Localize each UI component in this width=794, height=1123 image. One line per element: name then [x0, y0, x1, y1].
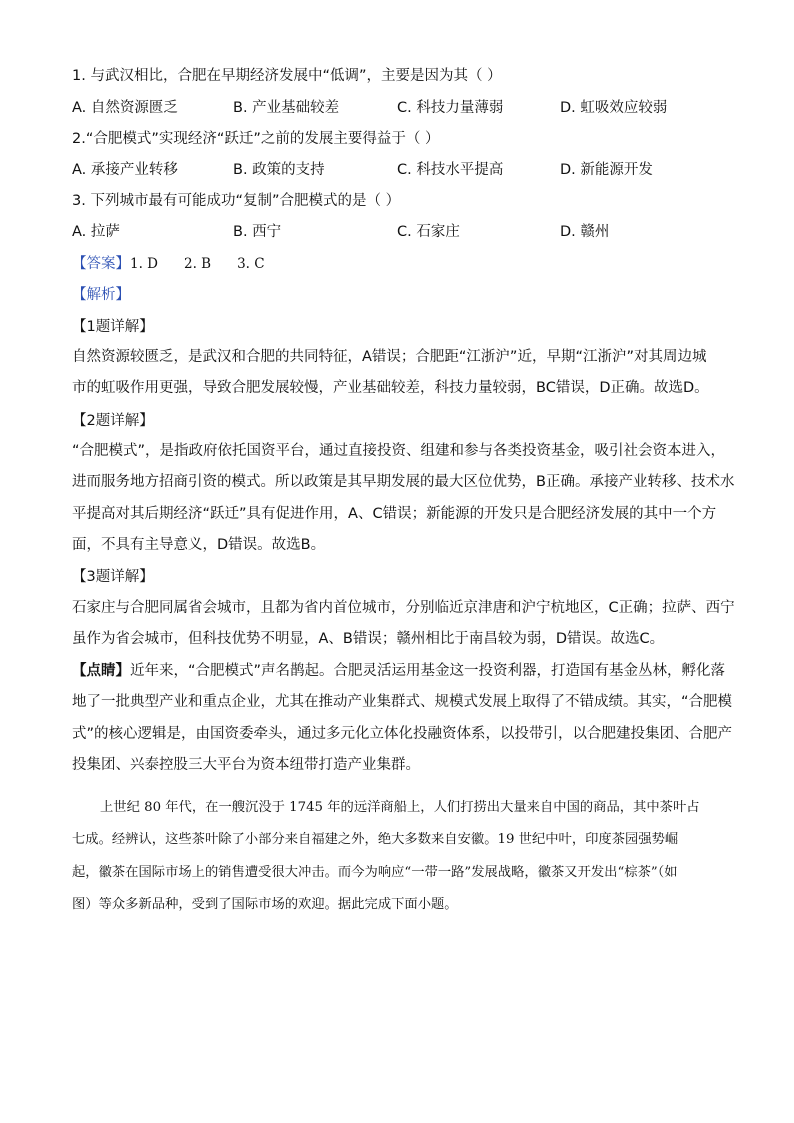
comment-line: 地了一批典型产业和重点企业，尤其在推动产业集群式、规模式发展上取得了不错成绩。其实，“合肥模: [72, 694, 733, 711]
detail-1-label: 【1题详解】: [72, 319, 154, 335]
question-1-option-c: C. 科技力量薄弱: [397, 100, 504, 116]
detail-1-line: 自然资源较匮乏，是武汉和合肥的共同特征，A错误；合肥距“江浙沪”近，早期“江浙沪”对其周边城: [72, 349, 707, 365]
question-2-stem: 2.“合肥模式”实现经济“跃迁”之前的发展主要得益于（ ）: [72, 131, 440, 147]
detail-3-line: 石家庄与合肥同属省会城市，且都为省内首位城市，分别临近京津唐和沪宁杭地区，C正确；拉萨、西宁: [72, 600, 735, 616]
question-1-option-d: D. 虹吸效应较弱: [560, 100, 668, 116]
detail-2-text: [72, 436, 735, 562]
answer-line: [72, 254, 265, 274]
detail-2-line: “合肥模式”，是指政府依托国资平台，通过直接投资、组建和参与各类投资基金，吸引社会资本进入，: [72, 443, 726, 459]
comment-block: [72, 656, 733, 782]
material-line: 图）等众多新品种，受到了国际市场的欢迎。据此完成下面小题。: [72, 896, 458, 912]
question-1-option-a: A. 自然资源匮乏: [72, 100, 178, 116]
detail-2-label: 【2题详解】: [72, 413, 154, 429]
answer-3: 3. C: [237, 256, 265, 272]
detail-3-label: 【3题详解】: [72, 569, 154, 585]
question-3-option-c: C. 石家庄: [397, 224, 460, 240]
detail-2-line: 进而服务地方招商引资的模式。所以政策是其早期发展的最大区位优势，B正确。承接产业转移、技术水: [72, 474, 735, 491]
question-2-option-b: B. 政策的支持: [233, 162, 325, 178]
material-line: 上世纪 80 年代，在一艘沉没于 1745 年的远洋商船上，人们打捞出大量来自中国的商品，其中茶叶占: [100, 800, 700, 815]
question-3-option-b: B. 西宁: [233, 224, 282, 240]
answer-1: 1. D: [130, 256, 158, 272]
comment-line: [72, 656, 726, 687]
material-passage: [72, 792, 722, 921]
comment-first-line: 近年来，“合肥模式”声名鹊起。合肥灵活运用基金这一投资利器，打造国有基金丛林，孵化落: [130, 663, 726, 679]
question-2-option-a: A. 承接产业转移: [72, 162, 178, 178]
comment-line: 投集团、兴泰控股三大平台为资本纽带打造产业集群。: [72, 757, 420, 774]
question-2-option-d: D. 新能源开发: [560, 162, 653, 178]
question-3-stem: 3. 下列城市最有可能成功“复制”合肥模式的是（ ）: [72, 193, 401, 209]
question-3-option-d: D. 赣州: [560, 224, 610, 240]
material-line: 起，徽茶在国际市场上的销售遭受很大冲击。而今为响应“一带一路”发展战略，徽茶又开发出“棕茶”（如: [72, 864, 678, 880]
question-1-stem: 1. 与武汉相比，合肥在早期经济发展中“低调”，主要是因为其（ ）: [72, 68, 502, 84]
question-3-option-a: A. 拉萨: [72, 224, 120, 240]
answer-2: 2. B: [184, 256, 212, 272]
question-1-option-b: B. 产业基础较差: [233, 100, 340, 116]
detail-2-line: 平提高对其后期经济“跃迁”具有促进作用，A、C错误；新能源的开发只是合肥经济发展的其中一个方: [72, 505, 717, 522]
comment-line: 式”的核心逻辑是，由国资委牵头，通过多元化立体化投融资体系，以投带引，以合肥建投集团、合肥产: [72, 725, 733, 742]
detail-3-line: 虽作为省会城市，但科技优势不明显，A、B错误；赣州相比于南昌较为弱，D错误。故选C。: [72, 631, 665, 648]
question-2-option-c: C. 科技水平提高: [397, 162, 504, 178]
material-line: 七成。经辨认，这些茶叶除了小部分来自福建之外，绝大多数来自安徽。19 世纪中叶，印度茶园强势崛: [72, 832, 679, 848]
detail-3-text: [72, 593, 735, 656]
answer-label: 【答案】: [72, 256, 130, 272]
comment-label: 【点睛】: [72, 663, 130, 679]
detail-1-line: 市的虹吸作用更强，导致合肥发展较慢，产业基础较差，科技力量较弱，BC错误，D正确。故选D。: [72, 380, 709, 397]
detail-2-line: 面，不具有主导意义，D错误。故选B。: [72, 537, 326, 554]
analysis-label: 【解析】: [72, 287, 130, 303]
detail-1-text: [72, 342, 722, 405]
